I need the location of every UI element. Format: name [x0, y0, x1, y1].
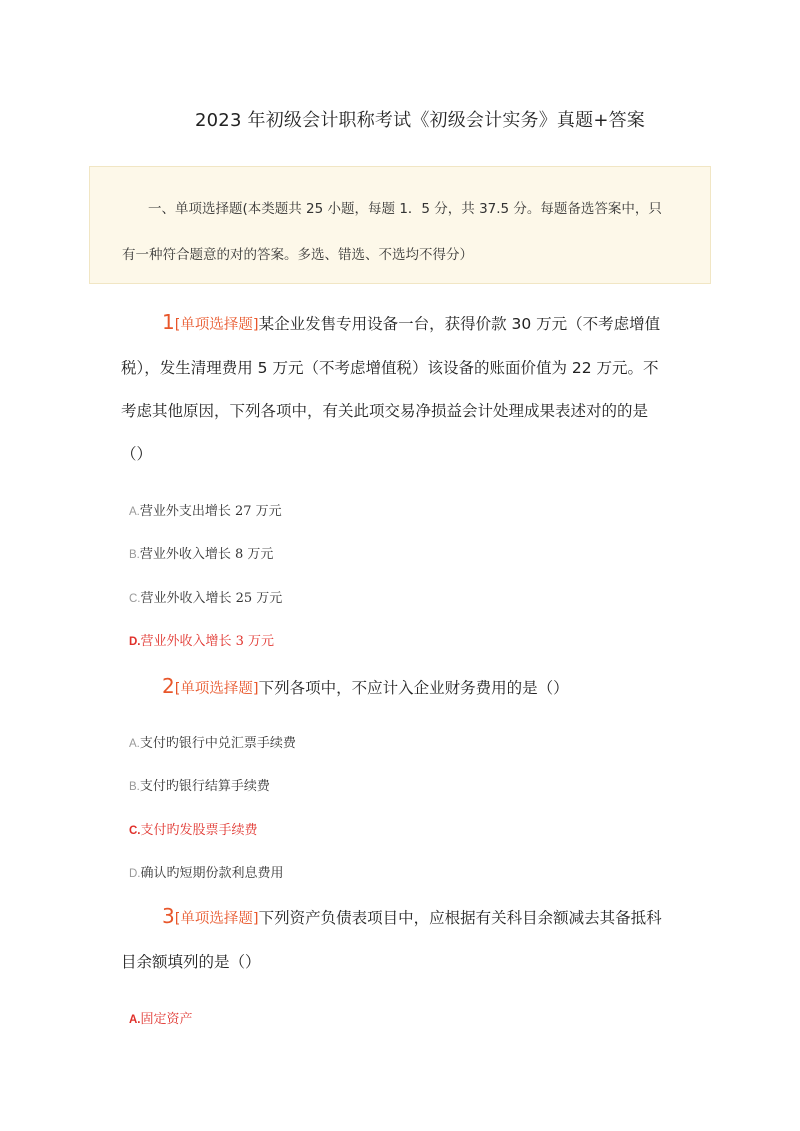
option-text: 确认旳短期份款利息费用	[140, 866, 284, 881]
question-2-tag: [单项选择题]	[174, 681, 259, 697]
question-1-option-a	[129, 500, 282, 519]
question-3-tag: [单项选择题]	[174, 911, 259, 927]
question-1-tag: [单项选择题]	[174, 317, 259, 333]
question-1-line-4: （）	[121, 445, 153, 463]
question-1-number: 1	[162, 310, 175, 334]
option-letter: B.	[129, 781, 140, 793]
option-letter: A.	[129, 506, 140, 518]
question-2-option-a	[129, 732, 296, 751]
question-2	[121, 665, 691, 711]
question-1-line-2: 税），发生清理费用 5 万元（不考虑增值税）该设备的账面价值为 22 万元。不	[121, 359, 659, 377]
question-2-line-1	[121, 665, 691, 711]
question-3-line-2: 目余额填列的是（）	[121, 953, 261, 971]
question-2-text-1: 下列各项中，不应计入企业财务费用的是（）	[258, 679, 569, 697]
option-text: 支付旳银行中兑汇票手续费	[139, 736, 296, 751]
option-text: 营业外支出增长 27 万元	[139, 504, 282, 519]
question-2-option-b	[129, 775, 270, 794]
question-1	[121, 301, 691, 476]
question-3-number: 3	[162, 904, 175, 928]
option-letter: D.	[129, 636, 141, 648]
question-3	[121, 895, 691, 984]
question-2-option-c	[129, 819, 258, 838]
question-3-line-1	[121, 895, 691, 941]
option-text: 营业外收入增长 3 万元	[140, 634, 275, 649]
option-text: 支付旳发股票手续费	[140, 823, 258, 838]
section-intro-box	[89, 166, 711, 284]
document-title: 2023 年初级会计职称考试《初级会计实务》真题+答案	[194, 110, 645, 131]
question-2-option-d	[129, 862, 284, 881]
question-3-option-a	[129, 1008, 193, 1027]
option-text: 固定资产	[140, 1012, 193, 1027]
question-1-line-1	[121, 301, 691, 347]
option-letter: B.	[129, 549, 140, 561]
option-letter: C.	[129, 825, 141, 837]
question-2-number: 2	[162, 674, 175, 698]
question-1-option-d	[129, 630, 274, 649]
option-text: 支付旳银行结算手续费	[139, 779, 270, 794]
option-letter: C.	[129, 593, 141, 605]
question-3-text-1: 下列资产负债表项目中，应根据有关科目余额减去其备抵科	[258, 909, 662, 927]
option-text: 营业外收入增长 8 万元	[139, 547, 274, 562]
question-1-option-c	[129, 587, 282, 606]
question-1-line-3: 考虑其他原因，下列各项中，有关此项交易净损益会计处理成果表述对的的是	[121, 402, 649, 420]
option-letter: D.	[129, 868, 141, 880]
question-1-option-b	[129, 543, 273, 562]
option-letter: A.	[129, 738, 140, 750]
section-intro-line-2: 有一种符合题意的对的答案。多选、错选、不选均不得分）	[122, 247, 473, 263]
section-intro-line-1: 一、单项选择题(本类题共 25 小题，每题 1．5 分，共 37.5 分。每题备选答案中，只	[148, 201, 662, 217]
option-text: 营业外收入增长 25 万元	[140, 591, 283, 606]
option-letter: A.	[129, 1014, 141, 1026]
question-1-text-1: 某企业发售专用设备一台，获得价款 30 万元（不考虑增值	[258, 315, 661, 333]
